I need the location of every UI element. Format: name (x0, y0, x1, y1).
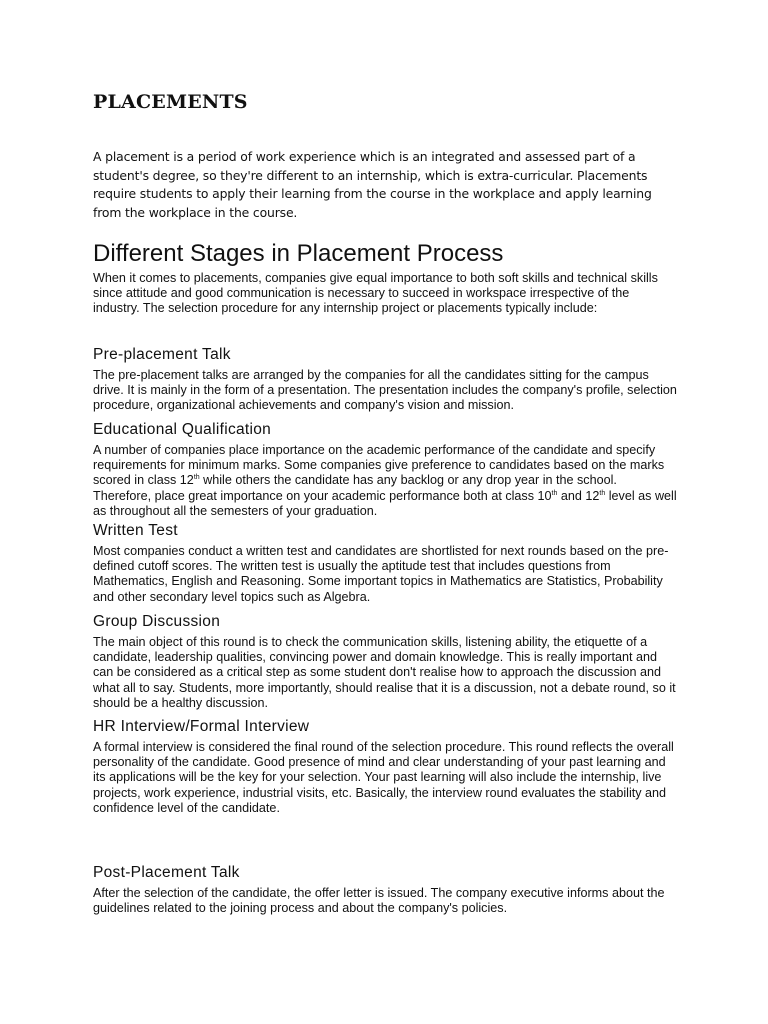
section-group-discussion (93, 612, 683, 711)
main-heading: Different Stages in Placement Process (93, 240, 504, 267)
section-post-placement-talk (93, 863, 683, 916)
section-heading: Group Discussion (93, 613, 221, 630)
section-text: Most companies conduct a written test and candidates are shortlisted for next rounds based on the pre-defined cutoff scores. The written test is usually the aptitude test that includes questions from Mathematics, English and Reasoning. Some important topics in Mathematics are Statistics, Probability and other secondary level topics such as Algebra. (93, 544, 669, 604)
section-text: The main object of this round is to check the communication skills, listening ability, the etiquette of a candidate, leadership qualities, convincing power and domain knowledge. This is really important and can be considered as a critical step as some student don't realise how to approach the discussion and what all to say. Students, more importantly, should realise that it is a discussion, not a debate round, so it should be a healthy discussion. (93, 635, 676, 710)
section-heading: Educational Qualification (93, 421, 272, 438)
section-heading: Pre-placement Talk (93, 346, 231, 363)
section-hr-interview (93, 717, 683, 816)
section-text-part: and 12 (557, 488, 600, 503)
section-written-test (93, 521, 683, 605)
section-text (93, 443, 678, 519)
stages-intro-paragraph: When it comes to placements, companies give equal importance to both soft skills and technical skills since attitude and good communication is necessary to succeed in workspace irrespective of the industry. The selection procedure for any internship project or placements typically include: (93, 271, 658, 316)
section-text-part: while others the candidate has any backlog or any drop year in the school. Therefore, place great importance on your academic performance both at class 10 (93, 473, 617, 503)
superscript: th (551, 489, 558, 497)
section-heading: HR Interview/Formal Interview (93, 718, 310, 735)
section-pre-placement-talk (93, 345, 683, 414)
superscript: th (599, 489, 606, 497)
document-title: PLACEMENTS (93, 91, 248, 113)
section-text: After the selection of the candidate, the offer letter is issued. The company executive informs about the guidelines related to the joining process and about the company's policies. (93, 886, 665, 916)
intro-paragraph: A placement is a period of work experience which is an integrated and assessed part of a student's degree, so they're different to an internship, which is extra-curricular. Placements require students to apply their learning from the course in the workplace and apply learning from the workplace in the course. (93, 149, 652, 220)
section-heading: Written Test (93, 522, 178, 539)
section-text: A formal interview is considered the final round of the selection procedure. This round reflects the overall personality of the candidate. Good presence of mind and clear understanding of your past learning and its applications will be the key for your selection. Your past learning will also include the internship, live projects, work experience, industrial visits, etc. Basically, the interview round evaluates the stability and confidence level of the candidate. (93, 740, 674, 815)
section-heading: Post-Placement Talk (93, 864, 240, 881)
superscript: th (193, 474, 200, 482)
section-text: The pre-placement talks are arranged by the companies for all the candidates sitting for the campus drive. It is mainly in the form of a presentation. The presentation includes the company's profile, selection procedure, organizational achievements and company's vision and mission. (93, 368, 677, 413)
section-text-part: A number of companies place importance on the academic performance of the candidate and specify requirements for minimum marks. Some companies give preference to candidates based on the marks scored in class 12 (93, 443, 665, 488)
section-text-part: level as well as throughout all the semesters of your graduation. (93, 488, 677, 518)
section-educational-qualification (93, 420, 683, 519)
